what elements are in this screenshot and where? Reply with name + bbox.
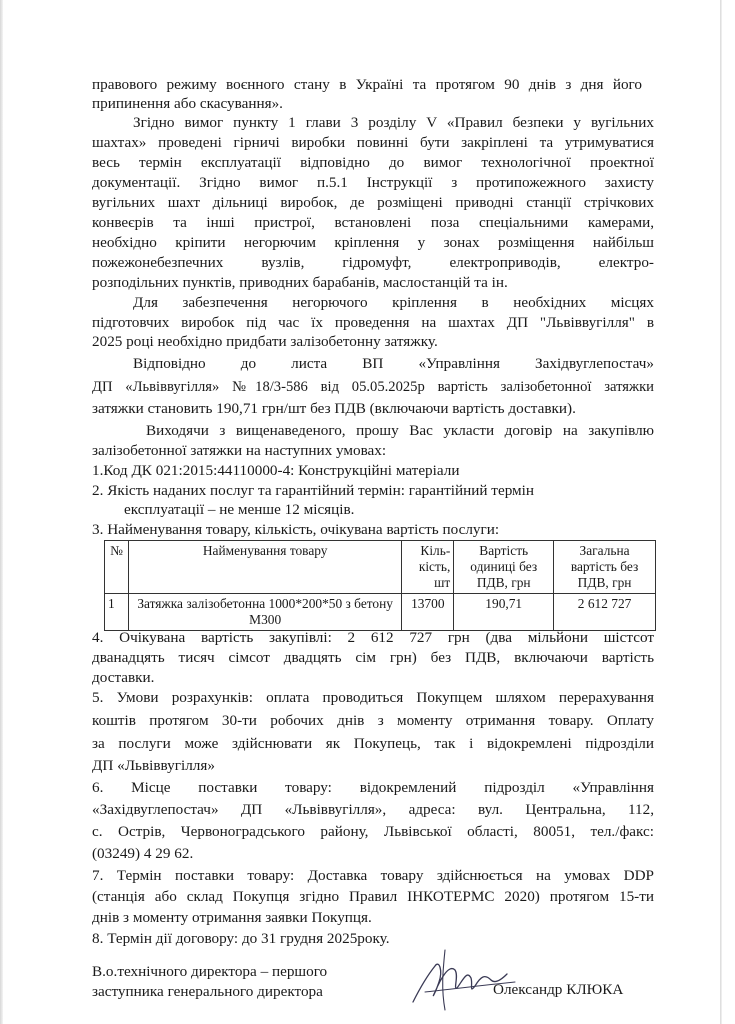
paragraph-line: ДП «Львіввугілля» №18/3-586 від 05.05.2025р вартість залізобетонної затяжки — [92, 379, 654, 395]
paragraph-line: необхідно кріпити негорючим кріплення у зонах розміщення найбільш — [92, 234, 654, 251]
condition-2: 2. Якість наданих послуг та гарантійний термін: гарантійний термін — [92, 482, 535, 499]
table-header-row — [105, 541, 656, 594]
scan-edge-right — [720, 0, 722, 1024]
paragraph-line: Для забезпечення негорючого кріплення в необхідних місцях — [133, 294, 654, 311]
condition-3: 3. Найменування товару, кількість, очікувана вартість послуги: — [92, 521, 500, 538]
condition-8: 8. Термін дії договору: до 31 грудня 2025року. — [92, 930, 390, 947]
condition-7-cont: днів з моменту отримання заявки Покупця. — [92, 909, 372, 926]
table-row — [105, 594, 656, 631]
condition-4-cont: дванадцять тисяч сімсот двадцять сім грн) без ПДВ, включаючи вартість — [92, 649, 654, 666]
table-header: Вартість одиниці без ПДВ, грн — [454, 541, 554, 594]
condition-1: 1.Код ДК 021:2015:44110000-4: Конструкційні матеріали — [92, 462, 460, 479]
condition-4-cont: доставки. — [92, 669, 155, 686]
table-header: Кіль-кість, шт — [402, 541, 454, 594]
handwritten-signature — [405, 940, 525, 1015]
paragraph-line: залізобетонної затяжки на наступних умовах: — [92, 442, 387, 459]
condition-6-cont: с. Острів, Червоноградського району, Львівської області, 80051, тел./факс: — [92, 823, 654, 840]
condition-5-cont: за послуги може здійснювати як Покупець, так і відокремлені підрозділи — [92, 735, 654, 752]
paragraph-line: Згідно вимог пункту 1 глави 3 розділу V «Правил безпеки у вугільних — [133, 114, 654, 131]
paragraph-line: конвеєрів та інші пристрої, встановлені поза спеціальними камерами, — [92, 214, 654, 231]
paragraph-line: шахтах» проведені гірничі виробки повинні бути закріплені та утримуватися — [92, 134, 654, 151]
signatory-position-cont: заступника генерального директора — [92, 983, 323, 1000]
condition-7: 7. Термін поставки товару: Доставка товару здійснюється на умовах DDP — [92, 867, 654, 884]
condition-6: 6. Місце поставки товару: відокремлений підрозділ «Управління — [92, 779, 654, 796]
condition-6-cont: «Західвуглепостач» ДП «Львіввугілля», адреса: вул. Центральна, 112, — [92, 801, 654, 818]
condition-4: 4. Очікувана вартість закупівлі: 2 612 727 грн (два мільйони шістсот — [92, 629, 654, 646]
paragraph-line: припинення або скасування». — [92, 95, 283, 112]
paragraph-line: правового режиму воєнного стану в Україні та протягом 90 днів з дня його — [92, 76, 642, 93]
signatory-name: Олександр КЛЮКА — [493, 981, 624, 998]
table-header: Загальна вартість без ПДВ, грн — [554, 541, 656, 594]
paragraph-line: підготовчих виробок під час їх проведення на шахтах ДП "Львіввугілля" в — [92, 314, 654, 331]
condition-2-cont: експлуатації – не менше 12 місяців. — [124, 501, 355, 518]
condition-7-cont: (станція або склад Покупця згідно Правил ІНКОТЕРМС 2020) протягом 15-ти — [92, 888, 654, 905]
condition-5-cont: ДП «Львіввугілля» — [92, 757, 215, 774]
table-header: Найменування товару — [128, 541, 401, 594]
paragraph-line: весь термін експлуатації відповідно до вимог технологічної проектної — [92, 154, 654, 171]
paragraph-line: розподільних пунктів, приводних барабанів, маслостанцій та ін. — [92, 274, 508, 291]
condition-6-cont: (03249) 4 29 62. — [92, 845, 194, 862]
paragraph-line: Виходячи з вищенаведеного, прошу Вас укласти договір на закупівлю — [146, 422, 654, 439]
paragraph-line: пожежонебезпечних вузлів, гідромуфт, електроприводів, електро- — [92, 254, 654, 271]
scan-edge-left — [0, 0, 3, 1024]
table-cell: 1 — [105, 594, 129, 631]
table-cell: 190,71 — [454, 594, 554, 631]
paragraph-line: вугільних шахт дільниці виробок, де розміщені приводні станції стрічкових — [92, 194, 654, 211]
goods-table — [104, 540, 656, 631]
condition-5-cont: коштів протягом 30-ти робочих днів з моменту отримання товару. Оплату — [92, 712, 654, 729]
table-cell: 2 612 727 — [554, 594, 656, 631]
table-cell: 13700 — [402, 594, 454, 631]
paragraph-line: Відповідно до листа ВП «Управління Західвуглепостач» — [133, 355, 654, 372]
table-header: № — [105, 541, 129, 594]
paragraph-line: документації. Згідно вимог п.5.1 Інструкції з протипожежного захисту — [92, 174, 654, 191]
paragraph-line: затяжки становить 190,71 грн/шт без ПДВ (включаючи вартість доставки). — [92, 400, 576, 417]
table-cell: Затяжка залізобетонна 1000*200*50 з бетону М300 — [128, 594, 401, 631]
paragraph-line: 2025 році необхідно придбати залізобетонну затяжку. — [92, 333, 438, 350]
condition-5: 5. Умови розрахунків: оплата проводиться Покупцем шляхом перерахування — [92, 689, 654, 706]
signatory-position: В.о.технічного директора – першого — [92, 963, 328, 980]
